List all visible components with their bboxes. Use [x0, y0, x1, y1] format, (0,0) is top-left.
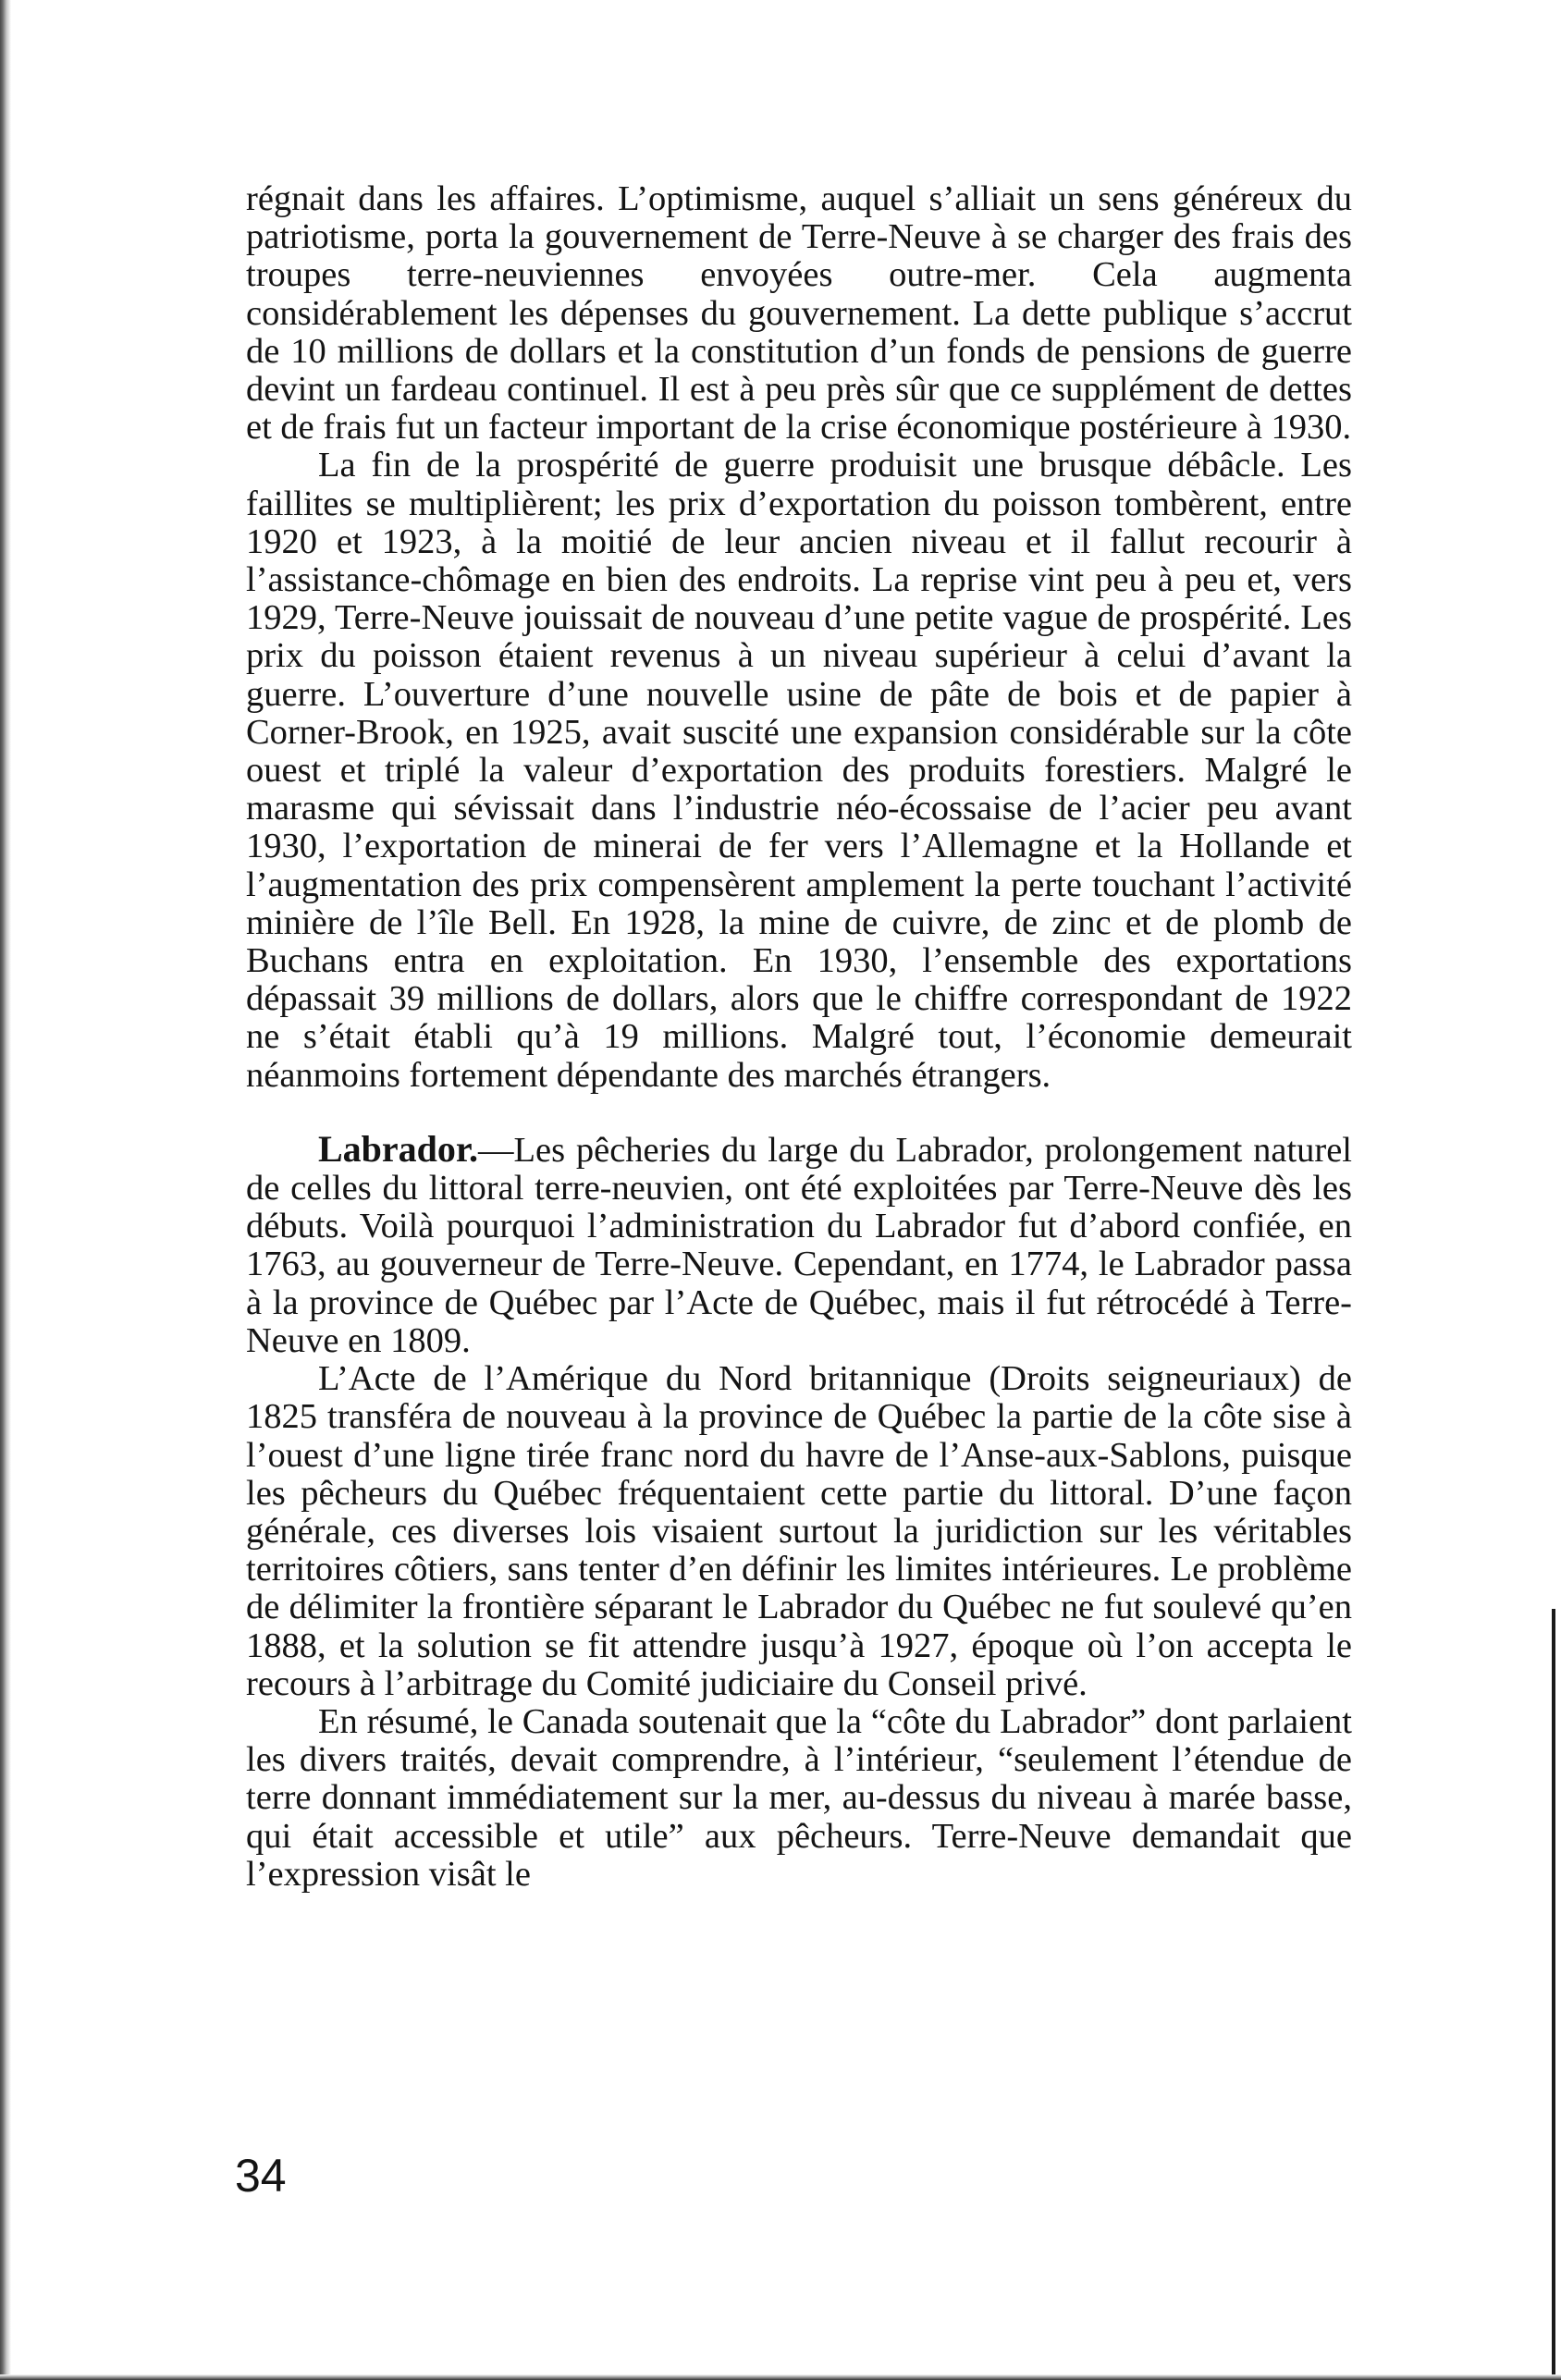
- page-number: 34: [235, 2150, 287, 2202]
- scan-shadow-left: [0, 0, 11, 2380]
- paragraph-labrador-intro: [246, 1127, 1352, 1360]
- scan-shadow-bottom: [0, 2374, 1561, 2380]
- paragraph-continuation: régnait dans les affaires. L’optimisme, auquel s’alliait un sens généreux du patriotisme, porta la gouvernement de Terre-Neuve à se charger des frais des troupes terre-neuviennes envoyées outre-mer. Cela augmenta considérablement les dépenses du gouvernement. La dette publique s’accrut de 10 millions de dollars et la constitution d’un fonds de pensions de guerre devint un fardeau continuel. Il est à peu près sûr que ce supplément de dettes et de frais fut un facteur important de la crise économique postérieure à 1930.: [246, 179, 1352, 448]
- page-body: [246, 180, 1352, 1894]
- paragraph-boundary-dispute: L’Acte de l’Amérique du Nord britannique (Droits seigneuriaux) de 1825 transféra de nouveau à la province de Québec la partie de la côte sise à l’ouest d’une ligne tirée franc nord du havre de l’Anse-aux-Sablons, puisque les pêcheurs du Québec fréquentaient cette partie du littoral. D’une façon générale, ces diverses lois visaient surtout la juridiction sur les véritables territoires côtiers, sans tenter d’en définir les limites intérieures. Le problème de délimiter la frontière séparant le Labrador du Québec ne fut soulevé qu’en 1888, et la solution se fit attendre jusqu’à 1927, époque où l’on accepta le recours à l’arbitrage du Comité judiciaire du Conseil privé.: [246, 1359, 1352, 1703]
- scan-shadow-right: [1552, 1609, 1555, 2380]
- section-heading-labrador: Labrador.: [318, 1127, 479, 1170]
- paragraph-postwar-economy: La fin de la prospérité de guerre produisit une brusque débâcle. Les faillites se multiplièrent; les prix d’exportation du poisson tombèrent, entre 1920 et 1923, à la moitié de leur ancien niveau et il fallut recourir à l’assistance-chômage en bien des endroits. La reprise vint peu à peu et, vers 1929, Terre-Neuve jouissait de nouveau d’une petite vague de prospérité. Les prix du poisson étaient revenus à un niveau supérieur à celui d’avant la guerre. L’ouverture d’une nouvelle usine de pâte de bois et de papier à Corner-Brook, en 1925, avait suscité une expansion considérable sur la côte ouest et triplé la valeur d’exportation des produits forestiers. Malgré le marasme qui sévissait dans l’industrie néo-écossaise de l’acier peu avant 1930, l’exportation de minerai de fer vers l’Allemagne et la Hollande et l’augmentation des prix compensèrent amplement la perte touchant l’activité minière de l’île Bell. En 1928, la mine de cuivre, de zinc et de plomb de Buchans entra en exploitation. En 1930, l’ensemble des exportations dépassait 39 millions de dollars, alors que le chiffre correspondant de 1922 ne s’était établi qu’à 19 millions. Malgré tout, l’économie demeurait néanmoins fortement dépendante des marchés étrangers.: [246, 446, 1352, 1095]
- paragraph-labrador-text: —Les pêcheries du large du Labrador, prolongement naturel de celles du littoral terre-neuvien, ont été exploitées par Terre-Neuve dès les débuts. Voilà pourquoi l’administration du Labrador fut d’abord confiée, en 1763, au gouverneur de Terre-Neuve. Cependant, en 1774, le Labrador passa à la province de Québec par l’Acte de Québec, mais il fut rétrocédé à Terre-Neuve en 1809.: [246, 1130, 1352, 1360]
- paragraph-summary: En résumé, le Canada soutenait que la “côte du Labrador” dont parlaient les divers traités, devait comprendre, à l’intérieur, “seulement l’étendue de terre donnant immédiatement sur la mer, au-dessus du niveau à marée basse, qui était accessible et utile” aux pêcheurs. Terre-Neuve demandait que l’expression visât le: [246, 1701, 1352, 1894]
